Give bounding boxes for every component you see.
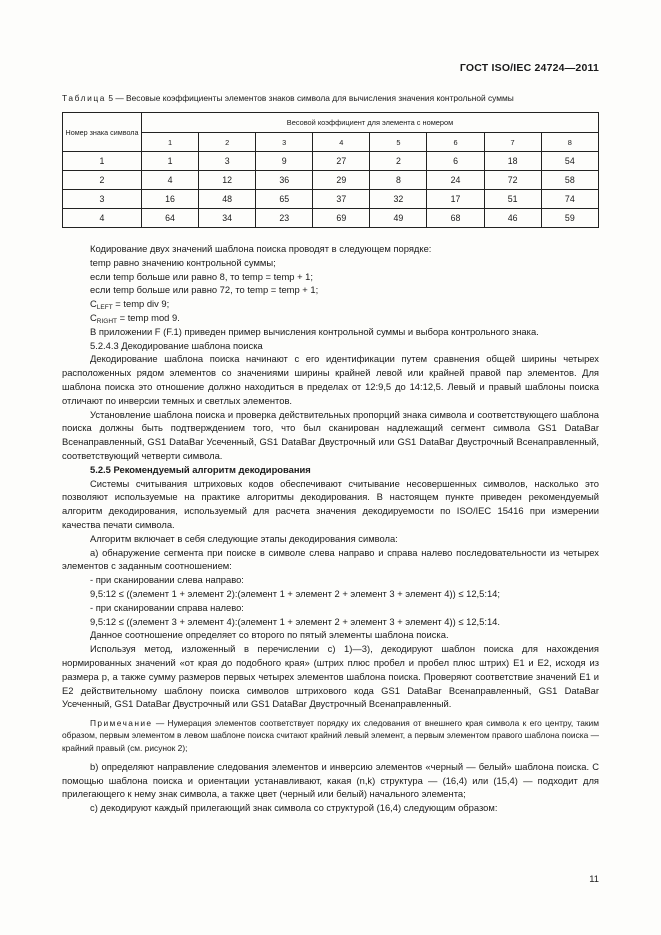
table-cell: 68 bbox=[427, 209, 484, 228]
formula-text: = temp div 9; bbox=[112, 298, 170, 310]
table-cell: 65 bbox=[256, 190, 313, 209]
column-header: 2 bbox=[199, 133, 256, 152]
table-cell: 6 bbox=[427, 152, 484, 171]
table-caption bbox=[62, 93, 602, 103]
column-header: 1 bbox=[142, 133, 199, 152]
table-row bbox=[63, 152, 599, 171]
formula-symbol: C bbox=[90, 311, 97, 323]
table-cell: 74 bbox=[541, 190, 598, 209]
table-cell: 27 bbox=[313, 152, 370, 171]
table-cell: 36 bbox=[256, 171, 313, 190]
note-label: Примечание bbox=[90, 718, 153, 729]
list-item: b) определяют направление следования элементов и инверсию элементов «черный — белый» шаблона поиска. С помощью шаблона поиска и ориентации устанавливают, какая (n,k) структура — (16,4) или (15,4) — подходит для прилегающего к нему знак символа, а также цвет (черный или белый) начального элемента; bbox=[62, 760, 599, 800]
column-header: 5 bbox=[370, 133, 427, 152]
section-heading: 5.2.5 Рекомендуемый алгоритм декодирования bbox=[90, 463, 311, 475]
table-row bbox=[63, 209, 599, 228]
paragraph: Алгоритм включает в себя следующие этапы декодирования символа: bbox=[90, 532, 398, 544]
list-item: - при сканировании справа налево: bbox=[90, 601, 244, 613]
column-header: 8 bbox=[541, 133, 598, 152]
formula-subscript: LEFT bbox=[96, 304, 113, 312]
group-header-cell: Весовой коэффициент для элемента с номером bbox=[142, 113, 599, 133]
table-cell: 8 bbox=[370, 171, 427, 190]
table-cell: 23 bbox=[256, 209, 313, 228]
table-cell: 17 bbox=[427, 190, 484, 209]
table-cell: 46 bbox=[484, 209, 541, 228]
document-id-header: ГОСТ ISO/IEC 24724—2011 bbox=[459, 62, 599, 74]
table-cell: 48 bbox=[199, 190, 256, 209]
row-id-cell: 2 bbox=[63, 171, 142, 190]
table-row bbox=[63, 190, 599, 209]
paragraph: если temp больше или равно 8, то temp = temp + 1; bbox=[90, 270, 313, 282]
table-cell: 58 bbox=[541, 171, 598, 190]
table-cell: 2 bbox=[370, 152, 427, 171]
note-text: — Нумерация элементов соответствует порядку их следования от внешнего края символа к его центру, таким образом, первым элементом в левом шаблоне поиска считают крайний левый элемент, а первым элементом правого шаблона поиска — крайний правый (см. рисунок 2); bbox=[62, 718, 599, 753]
table-cell: 54 bbox=[541, 152, 598, 171]
column-header: 6 bbox=[427, 133, 484, 152]
formula-subscript: RIGHT bbox=[96, 317, 118, 325]
table-cell: 4 bbox=[142, 171, 199, 190]
page-number: 11 bbox=[589, 873, 599, 884]
row-id-cell: 4 bbox=[63, 209, 142, 228]
table-row bbox=[63, 171, 599, 190]
table-cell: 12 bbox=[199, 171, 256, 190]
table-cell: 64 bbox=[142, 209, 199, 228]
row-header-cell: Номер знака символа bbox=[63, 113, 142, 152]
table-cell: 49 bbox=[370, 209, 427, 228]
weights-table bbox=[62, 112, 599, 228]
paragraph: Данное соотношение определяет со второго по пятый элементы шаблона поиска. bbox=[90, 629, 449, 641]
table-cell: 51 bbox=[484, 190, 541, 209]
paragraph: temp равно значению контрольной суммы; bbox=[90, 256, 276, 268]
list-item: с) декодируют каждый прилегающий знак символа со структурой (16,4) следующим образом: bbox=[90, 802, 498, 814]
column-header: 4 bbox=[313, 133, 370, 152]
paragraph: Установление шаблона поиска и проверка действительных пропорций знака символа и соответствующего шаблона поиска должны быть подтверждением того, что был сканирован надлежащий сегмент символа GS1 DataBar Всенаправленный, GS1 DataBar Усеченный, GS1 DataBar Двустрочный или GS1 DataBar Двустрочный Всенаправленный, соответствующий четверти символа. bbox=[62, 408, 599, 461]
paragraph: Кодирование двух значений шаблона поиска проводят в следующем порядке: bbox=[90, 243, 432, 254]
column-header: 3 bbox=[256, 133, 313, 152]
table-cell: 59 bbox=[541, 209, 598, 228]
table-cell: 72 bbox=[484, 171, 541, 190]
paragraph: если temp больше или равно 72, то temp = temp + 1; bbox=[90, 284, 319, 296]
list-item: а) обнаружение сегмента при поиске в символе слева направо и справа налево последовательности из четырех элементов с заданным соотношением: bbox=[62, 546, 599, 572]
row-id-cell: 3 bbox=[63, 190, 142, 209]
table-cell: 32 bbox=[370, 190, 427, 209]
section-heading: 5.2.4.3 Декодирование шаблона поиска bbox=[90, 339, 263, 351]
table-cell: 29 bbox=[313, 171, 370, 190]
formula-symbol: C bbox=[90, 298, 97, 310]
table-cell: 16 bbox=[142, 190, 199, 209]
formula-c-right bbox=[62, 311, 599, 325]
table-cell: 69 bbox=[313, 209, 370, 228]
table-cell: 3 bbox=[199, 152, 256, 171]
table-cell: 37 bbox=[313, 190, 370, 209]
paragraph: В приложении F (F.1) приведен пример вычисления контрольной суммы и выбора контрольного знака. bbox=[90, 325, 539, 337]
table-cell: 1 bbox=[142, 152, 199, 171]
formula: 9,5:12 ≤ ((элемент 1 + элемент 2):(элемент 1 + элемент 2 + элемент 3 + элемент 4)) ≤ 12,5:14; bbox=[90, 587, 500, 599]
paragraph: Используя метод, изложенный в перечислении с) 1)—3), декодируют шаблон поиска для нахождения нормированных значений «от края до подобного края» (штрих плюс пробел и пробел плюс штрих) E1 и E2, исходя из размера р, а также сумму размеров первых четырех элементов шаблона поиска. Проверяют соответствие значений E1 и E2 действительному шаблону поиска символов штрихового кода GS1 DataBar Всенаправленный, GS1 DataBar Усеченный, GS1 DataBar Двустрочный или GS1 DataBar Двустрочный Всенаправленный. bbox=[62, 643, 599, 710]
paragraph: Декодирование шаблона поиска начинают с его идентификации путем сравнения общей ширины четырех расположенных рядом элементов со значениями ширины крайней левой или крайней правой пар элементов. Для шаблона поиска это отношение должно находиться в пределах от 12:9,5 до 14:12,5. Левый и правый шаблоны поиска отличают по инверсии темных и светлых элементов. bbox=[62, 353, 599, 406]
row-id-cell: 1 bbox=[63, 152, 142, 171]
formula: 9,5:12 ≤ ((элемент 3 + элемент 4):(элемент 1 + элемент 2 + элемент 3 + элемент 4)) ≤ 12,5:14. bbox=[90, 615, 500, 627]
formula-c-left bbox=[62, 297, 599, 311]
table-cell: 18 bbox=[484, 152, 541, 171]
table-cell: 9 bbox=[256, 152, 313, 171]
note bbox=[62, 717, 599, 754]
table-caption-text: 5 — Весовые коэффициенты элементов знаков символа для вычисления значения контрольной суммы bbox=[106, 93, 514, 103]
table-cell: 34 bbox=[199, 209, 256, 228]
body-text bbox=[62, 242, 599, 815]
table-cell: 24 bbox=[427, 171, 484, 190]
column-header: 7 bbox=[484, 133, 541, 152]
table-caption-label: Таблица bbox=[62, 93, 107, 103]
list-item: - при сканировании слева направо: bbox=[90, 574, 244, 586]
formula-text: = temp mod 9. bbox=[117, 311, 180, 323]
paragraph: Системы считывания штриховых кодов обеспечивают считывание несовершенных символов, насколько это позволяют используемые на практике алгоритмы декодирования. В настоящем пункте приведен рекомендуемый алгоритм декодирования, используемый для расчета значения декодируемости по ISO/IEC 15416 при измерении качества печати символа. bbox=[62, 477, 599, 530]
